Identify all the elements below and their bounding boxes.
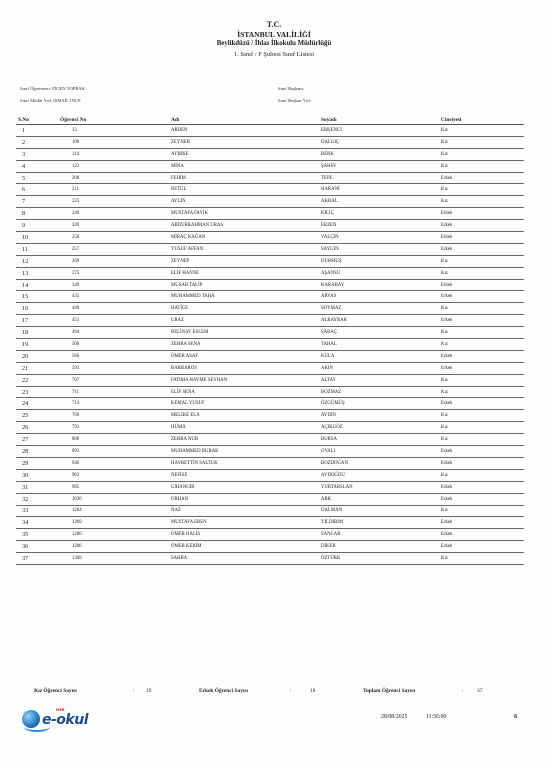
cell-gender: Erkek xyxy=(439,232,524,244)
cell-student-no: 122 xyxy=(54,160,169,172)
cell-student-no: 225 xyxy=(54,196,169,208)
cell-surname: ÖZGÜMÜŞ xyxy=(319,398,439,410)
cell-gender: Erkek xyxy=(439,220,524,232)
cell-student-no: 256 xyxy=(54,232,169,244)
cell-student-no: 114 xyxy=(54,148,169,160)
cell-student-no: 349 xyxy=(54,279,169,291)
cell-gender: Erkek xyxy=(439,279,524,291)
cell-surname: AÇIKGÖZ xyxy=(319,422,439,434)
table-row xyxy=(16,493,524,505)
cell-surname: ERKENCİ xyxy=(319,125,439,137)
cell-gender: Kız xyxy=(439,327,524,339)
cell-sno: 29 xyxy=(16,457,54,469)
cell-gender: Kız xyxy=(439,148,524,160)
cell-gender: Erkek xyxy=(439,315,524,327)
cell-surname: YURTARSLAN xyxy=(319,481,439,493)
cell-sno: 3 xyxy=(16,148,54,160)
cell-sno: 26 xyxy=(16,422,54,434)
cell-student-no: 13 xyxy=(54,125,169,137)
cell-sno: 11 xyxy=(16,243,54,255)
total-count-label: Toplam Öğrenci Sayısı xyxy=(363,688,416,694)
cell-gender: Erkek xyxy=(439,398,524,410)
header-list-title: 1. Sınıf / F Şubesi Sınıf Listesi xyxy=(234,51,314,58)
cell-gender: Kız xyxy=(439,125,524,137)
table-row xyxy=(16,148,524,160)
vice-principal-label: Sınıf Müdür Yrd: İSMAİL İNCE xyxy=(20,98,81,103)
table-row xyxy=(16,457,524,469)
cell-surname: ŞAHİN xyxy=(319,160,439,172)
cell-sno: 1 xyxy=(16,125,54,137)
cell-sno: 25 xyxy=(16,410,54,422)
cell-surname: AŞANSU xyxy=(319,267,439,279)
cell-surname: BERK xyxy=(319,148,439,160)
total-count-sep: : xyxy=(462,688,464,694)
table-row xyxy=(16,327,524,339)
cell-student-no: 1280 xyxy=(54,529,169,541)
cell-gender: Kız xyxy=(439,184,524,196)
cell-student-no: 985 xyxy=(54,481,169,493)
cell-sno: 37 xyxy=(16,553,54,565)
cell-sno: 2 xyxy=(16,136,54,148)
cell-gender: Erkek xyxy=(439,243,524,255)
cell-student-no: 714 xyxy=(54,398,169,410)
cell-surname: SARAÇ xyxy=(319,327,439,339)
cell-sno: 5 xyxy=(16,172,54,184)
cell-gender: Kız xyxy=(439,469,524,481)
cell-gender: Kız xyxy=(439,136,524,148)
cell-student-no: 707 xyxy=(54,374,169,386)
boys-count-sep: : xyxy=(290,688,292,694)
cell-surname: TEPE xyxy=(319,172,439,184)
table-row xyxy=(16,255,524,267)
logo-text: e-okul xyxy=(42,712,88,728)
table-row xyxy=(16,243,524,255)
girls-count-sep: : xyxy=(133,688,135,694)
table-row xyxy=(16,136,524,148)
cell-student-no: 963 xyxy=(54,469,169,481)
cell-name: ÖMER ASAF xyxy=(169,350,319,362)
cell-name: SAHRA xyxy=(169,553,319,565)
table-row xyxy=(16,208,524,220)
cell-surname: DALMAN xyxy=(319,505,439,517)
cell-name: HAYRETTİN SALTUK xyxy=(169,457,319,469)
class-president-label: Sınıf Başkanı: xyxy=(278,86,305,91)
cell-surname: SOYMAZ xyxy=(319,303,439,315)
cell-gender: Kız xyxy=(439,339,524,351)
cell-surname: BOZMAZ xyxy=(319,386,439,398)
cell-gender: Kız xyxy=(439,196,524,208)
cell-gender: Erkek xyxy=(439,493,524,505)
print-date: 28/08/2025 xyxy=(381,714,408,720)
cell-name: BELİNAY ESLEM xyxy=(169,327,319,339)
cell-name: NEFİSE xyxy=(169,469,319,481)
cell-sno: 36 xyxy=(16,541,54,553)
cell-student-no: 249 xyxy=(54,220,169,232)
cell-student-no: 1269 xyxy=(54,517,169,529)
col-header-surname: Soyadı xyxy=(319,115,439,125)
cell-sno: 17 xyxy=(16,315,54,327)
cell-name: BARBAROS xyxy=(169,362,319,374)
cell-surname: ARVAS xyxy=(319,291,439,303)
cell-student-no: 1264 xyxy=(54,505,169,517)
cell-surname: KILIÇ xyxy=(319,208,439,220)
vice-president-label: Sınıf Başkan Yrd: xyxy=(278,98,312,103)
cell-name: ELİF SENA xyxy=(169,386,319,398)
cell-sno: 31 xyxy=(16,481,54,493)
cell-gender: Kız xyxy=(439,255,524,267)
cell-student-no: 1030 xyxy=(54,493,169,505)
cell-sno: 22 xyxy=(16,374,54,386)
cell-gender: Erkek xyxy=(439,172,524,184)
cell-surname: SANCAR xyxy=(319,529,439,541)
cell-surname: OVALI xyxy=(319,446,439,458)
cell-name: URAZ xyxy=(169,315,319,327)
cell-name: BETÜL xyxy=(169,184,319,196)
cell-sno: 7 xyxy=(16,196,54,208)
cell-student-no: 494 xyxy=(54,327,169,339)
cell-gender: Kız xyxy=(439,374,524,386)
cell-gender: Erkek xyxy=(439,541,524,553)
table-row xyxy=(16,232,524,244)
cell-student-no: 888 xyxy=(54,434,169,446)
cell-sno: 30 xyxy=(16,469,54,481)
cell-name: ZEYNEB xyxy=(169,136,319,148)
cell-gender: Erkek xyxy=(439,291,524,303)
cell-gender: Kız xyxy=(439,505,524,517)
student-table xyxy=(16,115,524,565)
cell-gender: Kız xyxy=(439,160,524,172)
cell-surname: KULA xyxy=(319,350,439,362)
table-row xyxy=(16,481,524,493)
cell-surname: ALTAY xyxy=(319,374,439,386)
table-row xyxy=(16,410,524,422)
cell-name: MUSTAFA FAYİK xyxy=(169,208,319,220)
cell-gender: Kız xyxy=(439,386,524,398)
header-governorship: İSTANBUL VALİLİĞİ xyxy=(237,30,311,39)
cell-student-no: 560 xyxy=(54,350,169,362)
cell-surname: YILDIRIM xyxy=(319,517,439,529)
cell-name: YUSUF AFFAN xyxy=(169,243,319,255)
cell-name: ÖMER HALİS xyxy=(169,529,319,541)
cell-name: ARDEN xyxy=(169,125,319,137)
col-header-sno: S.No xyxy=(16,115,54,125)
table-row xyxy=(16,279,524,291)
cell-gender: Kız xyxy=(439,553,524,565)
cell-sno: 9 xyxy=(16,220,54,232)
col-header-student-no: Öğrenci No xyxy=(54,115,169,125)
cell-sno: 13 xyxy=(16,267,54,279)
cell-name: MELİKE ELA xyxy=(169,410,319,422)
cell-gender: Kız xyxy=(439,434,524,446)
cell-sno: 23 xyxy=(16,386,54,398)
table-row xyxy=(16,529,524,541)
col-header-gender: Cinsiyeti xyxy=(439,115,524,125)
cell-student-no: 1286 xyxy=(54,541,169,553)
col-header-name: Adı xyxy=(169,115,319,125)
cell-name: ELİF HANNE xyxy=(169,267,319,279)
table-row xyxy=(16,469,524,481)
cell-sno: 27 xyxy=(16,434,54,446)
boys-count-label: Erkek Öğrenci Sayısı xyxy=(199,688,249,694)
cell-student-no: 1308 xyxy=(54,553,169,565)
table-row xyxy=(16,505,524,517)
cell-surname: AKIN xyxy=(319,362,439,374)
table-row xyxy=(16,125,524,137)
cell-surname: ARK xyxy=(319,493,439,505)
cell-name: KEMAL YUSUF xyxy=(169,398,319,410)
header-tc: T.C. xyxy=(266,20,282,29)
cell-student-no: 946 xyxy=(54,457,169,469)
cell-name: ABDURRAHMAN URAS xyxy=(169,220,319,232)
cell-sno: 24 xyxy=(16,398,54,410)
cell-sno: 10 xyxy=(16,232,54,244)
table-row xyxy=(16,303,524,315)
e-okul-logo xyxy=(22,708,102,738)
cell-surname: ÖZTÜRK xyxy=(319,553,439,565)
page-number: 6 xyxy=(514,713,518,720)
cell-sno: 6 xyxy=(16,184,54,196)
table-row xyxy=(16,434,524,446)
table-row xyxy=(16,422,524,434)
cell-name: ZEYNEP xyxy=(169,255,319,267)
cell-name: MUHAMMED TAHA xyxy=(169,291,319,303)
cell-gender: Erkek xyxy=(439,446,524,458)
table-row xyxy=(16,267,524,279)
cell-gender: Erkek xyxy=(439,457,524,469)
cell-gender: Kız xyxy=(439,422,524,434)
table-row xyxy=(16,350,524,362)
cell-sno: 16 xyxy=(16,303,54,315)
cell-surname: DİKER xyxy=(319,541,439,553)
cell-name: FEHİM xyxy=(169,172,319,184)
table-row xyxy=(16,220,524,232)
header-school: Beylikdüzü / İhlas İlkokulu Müdürlüğü xyxy=(216,40,332,47)
cell-sno: 35 xyxy=(16,529,54,541)
cell-name: MİNA xyxy=(169,160,319,172)
cell-name: ZEHRA NUR xyxy=(169,434,319,446)
cell-name: ÖMER KERİM xyxy=(169,541,319,553)
cell-name: HATİCE xyxy=(169,303,319,315)
cell-student-no: 435 xyxy=(54,291,169,303)
cell-student-no: 451 xyxy=(54,315,169,327)
cell-name: MUHAMMED BURAK xyxy=(169,446,319,458)
cell-sno: 18 xyxy=(16,327,54,339)
cell-gender: Erkek xyxy=(439,529,524,541)
cell-gender: Erkek xyxy=(439,350,524,362)
cell-surname: HARANİ xyxy=(319,184,439,196)
cell-surname: BURSA xyxy=(319,434,439,446)
cell-sno: 12 xyxy=(16,255,54,267)
cell-name: MUSTAFA EREN xyxy=(169,517,319,529)
cell-name: CİHANGİR xyxy=(169,481,319,493)
cell-student-no: 240 xyxy=(54,208,169,220)
cell-name: AYBİKE xyxy=(169,148,319,160)
cell-surname: YALÇIN xyxy=(319,232,439,244)
cell-sno: 20 xyxy=(16,350,54,362)
cell-sno: 14 xyxy=(16,279,54,291)
cell-surname: ALBAYRAK xyxy=(319,315,439,327)
boys-count-value: 18 xyxy=(310,688,316,694)
cell-surname: DALGIÇ xyxy=(319,136,439,148)
cell-name: ORHAN xyxy=(169,493,319,505)
cell-gender: Kız xyxy=(439,410,524,422)
cell-student-no: 893 xyxy=(54,446,169,458)
table-row xyxy=(16,398,524,410)
cell-sno: 32 xyxy=(16,493,54,505)
cell-gender: Kız xyxy=(439,303,524,315)
cell-name: AYLİN xyxy=(169,196,319,208)
cell-sno: 8 xyxy=(16,208,54,220)
cell-sno: 4 xyxy=(16,160,54,172)
table-row xyxy=(16,339,524,351)
girls-count-label: Kız Öğrenci Sayısı xyxy=(34,688,77,694)
cell-gender: Erkek xyxy=(439,208,524,220)
teacher-label: Sınıf Öğretmeni: FİGEN TOPRAK xyxy=(20,86,86,91)
cell-student-no: 793 xyxy=(54,422,169,434)
table-row xyxy=(16,291,524,303)
cell-name: FATIMA HAYME SEYHAN xyxy=(169,374,319,386)
cell-surname: DURMUŞ xyxy=(319,255,439,267)
cell-student-no: 593 xyxy=(54,362,169,374)
cell-student-no: 506 xyxy=(54,339,169,351)
cell-sno: 19 xyxy=(16,339,54,351)
cell-surname: TAHAL xyxy=(319,339,439,351)
cell-student-no: 211 xyxy=(54,184,169,196)
cell-gender: Erkek xyxy=(439,481,524,493)
table-row xyxy=(16,184,524,196)
cell-name: ZEHRA SENA xyxy=(169,339,319,351)
girls-count-value: 19 xyxy=(146,688,152,694)
table-row xyxy=(16,386,524,398)
cell-student-no: 440 xyxy=(54,303,169,315)
cell-student-no: 106 xyxy=(54,136,169,148)
cell-student-no: 769 xyxy=(54,410,169,422)
cell-surname: BOZDOĞAN xyxy=(319,457,439,469)
cell-surname: ERZEN xyxy=(319,220,439,232)
cell-surname: AKBAL xyxy=(319,196,439,208)
cell-name: HÜMA xyxy=(169,422,319,434)
cell-sno: 21 xyxy=(16,362,54,374)
total-count-value: 37 xyxy=(477,688,483,694)
cell-student-no: 269 xyxy=(54,255,169,267)
table-row xyxy=(16,362,524,374)
table-row xyxy=(16,374,524,386)
cell-name: MUSAB TALİP xyxy=(169,279,319,291)
cell-student-no: 208 xyxy=(54,172,169,184)
cell-gender: Erkek xyxy=(439,517,524,529)
table-row xyxy=(16,160,524,172)
table-row xyxy=(16,517,524,529)
table-row xyxy=(16,446,524,458)
cell-sno: 33 xyxy=(16,505,54,517)
cell-name: MİRAÇ KAĞAN xyxy=(169,232,319,244)
cell-surname: KARABAY xyxy=(319,279,439,291)
print-time: 11:56:00 xyxy=(426,714,447,720)
cell-student-no: 275 xyxy=(54,267,169,279)
cell-surname: AYDIN xyxy=(319,410,439,422)
cell-gender: Kız xyxy=(439,267,524,279)
table-row xyxy=(16,315,524,327)
cell-student-no: 257 xyxy=(54,243,169,255)
table-header-row xyxy=(16,115,524,125)
table-row xyxy=(16,196,524,208)
cell-surname: SAYGIN xyxy=(319,243,439,255)
cell-sno: 34 xyxy=(16,517,54,529)
cell-student-no: 711 xyxy=(54,386,169,398)
cell-name: NAZ xyxy=(169,505,319,517)
cell-sno: 15 xyxy=(16,291,54,303)
cell-sno: 28 xyxy=(16,446,54,458)
table-row xyxy=(16,172,524,184)
table-row xyxy=(16,541,524,553)
cell-surname: AYDOĞDU xyxy=(319,469,439,481)
cell-gender: Erkek xyxy=(439,362,524,374)
table-row xyxy=(16,553,524,565)
logo-meb-text: MEB xyxy=(56,708,65,712)
